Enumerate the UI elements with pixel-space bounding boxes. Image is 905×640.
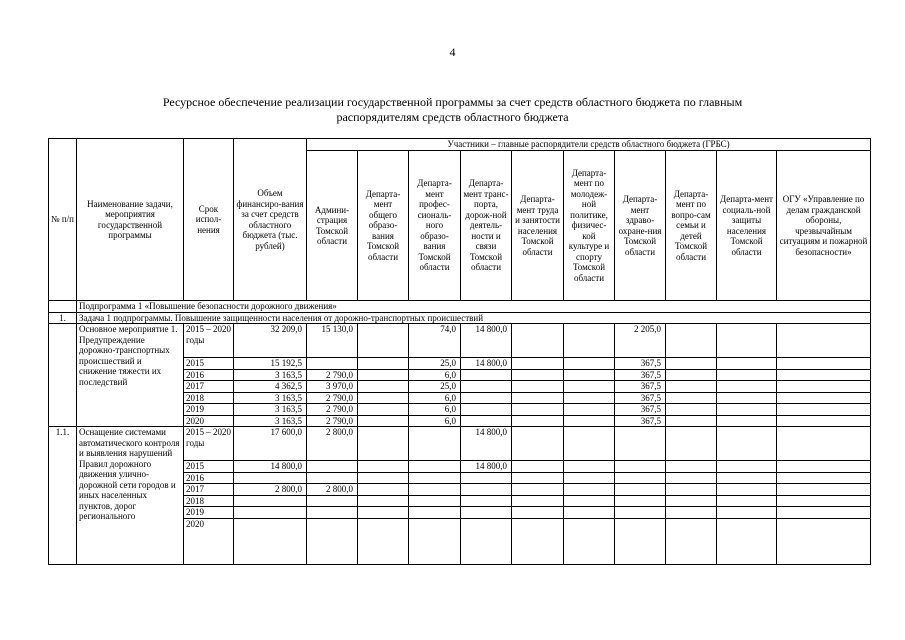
volume-cell: 17 600,0	[234, 427, 307, 461]
header-col-health: Департа-мент здраво-охране-ния Томской области	[615, 151, 666, 301]
volume-cell: 15 192,5	[234, 358, 307, 370]
block1-name: Основное мероприятие 1. Предупреждение дорожно-транспортных происшествий и снижение тяжести их последствий	[77, 324, 184, 427]
subprogram-row: Подпрограмма 1 «Повышение безопасности дорожного движения»	[77, 301, 871, 313]
header-term: Срок испол-нения	[184, 139, 234, 301]
transport-cell	[461, 404, 512, 416]
volume-cell: 14 800,0	[234, 461, 307, 473]
prof-cell: 6,0	[409, 415, 461, 427]
adm-cell: 2 790,0	[307, 392, 358, 404]
prof-cell: 6,0	[409, 404, 461, 416]
adm-cell	[307, 518, 358, 564]
volume-cell: 3 163,5	[234, 415, 307, 427]
transport-cell: 14 800,0	[461, 427, 512, 461]
volume-cell: 4 362,5	[234, 381, 307, 393]
term-cell: 2016	[184, 472, 234, 484]
adm-cell: 2 800,0	[307, 427, 358, 461]
adm-cell	[307, 358, 358, 370]
title-line-2: распорядителям средств областного бюджета	[336, 110, 569, 124]
prof-cell	[409, 472, 461, 484]
adm-cell: 15 130,0	[307, 324, 358, 358]
adm-cell	[307, 472, 358, 484]
header-col-family: Департа-мент по вопро-сам семьи и детей Томской области	[666, 151, 717, 301]
transport-cell: 14 800,0	[461, 461, 512, 473]
term-cell: 2020	[184, 415, 234, 427]
health-cell	[615, 507, 666, 519]
prof-cell	[409, 518, 461, 564]
term-cell: 2019	[184, 507, 234, 519]
block2-num: 1.1.	[49, 427, 77, 565]
prof-cell	[409, 427, 461, 461]
volume-cell	[234, 518, 307, 564]
transport-cell	[461, 381, 512, 393]
health-cell: 367,5	[615, 358, 666, 370]
transport-cell	[461, 369, 512, 381]
prof-cell: 25,0	[409, 381, 461, 393]
adm-cell	[307, 507, 358, 519]
header-name: Наименование задачи, мероприятия государственной программы	[77, 139, 184, 301]
volume-cell: 3 163,5	[234, 392, 307, 404]
budget-table	[48, 138, 871, 565]
prof-cell: 74,0	[409, 324, 461, 358]
health-cell	[615, 484, 666, 496]
task-row: Задача 1 подпрограммы. Повышение защищенности населения от дорожно-транспортных происшествий	[77, 312, 871, 324]
header-col-social: Департа-мент социаль-ной защиты населения Томской области	[717, 151, 777, 301]
transport-cell	[461, 392, 512, 404]
term-cell: 2018	[184, 392, 234, 404]
volume-cell	[234, 472, 307, 484]
transport-cell: 14 800,0	[461, 324, 512, 358]
adm-cell: 2 790,0	[307, 415, 358, 427]
health-cell	[615, 461, 666, 473]
health-cell: 367,5	[615, 381, 666, 393]
volume-cell: 2 800,0	[234, 484, 307, 496]
table-row	[49, 427, 871, 461]
health-cell	[615, 427, 666, 461]
table-row	[49, 324, 871, 358]
health-cell: 367,5	[615, 404, 666, 416]
term-cell: 2015	[184, 461, 234, 473]
adm-cell: 3 970,0	[307, 381, 358, 393]
prof-cell	[409, 461, 461, 473]
term-cell: 2020	[184, 518, 234, 564]
prof-cell	[409, 484, 461, 496]
term-cell: 2017	[184, 381, 234, 393]
title-line-1: Ресурсное обеспечение реализации государственной программы за счет средств областного бюджета по главным	[162, 95, 743, 109]
prof-cell: 25,0	[409, 358, 461, 370]
adm-cell: 2 790,0	[307, 369, 358, 381]
term-cell: 2015	[184, 358, 234, 370]
prof-cell	[409, 495, 461, 507]
adm-cell: 2 790,0	[307, 404, 358, 416]
transport-cell	[461, 472, 512, 484]
header-col-prof-edu: Департа-мент профес-сиональ-ного образо-вания Томской области	[409, 151, 461, 301]
volume-cell	[234, 495, 307, 507]
health-cell: 2 205,0	[615, 324, 666, 358]
transport-cell	[461, 507, 512, 519]
term-cell: 2015 – 2020 годы	[184, 324, 234, 358]
header-participants: Участники – главные распорядители средств областного бюджета (ГРБС)	[307, 139, 871, 151]
health-cell	[615, 472, 666, 484]
volume-cell: 3 163,5	[234, 404, 307, 416]
transport-cell	[461, 415, 512, 427]
transport-cell	[461, 518, 512, 564]
term-cell: 2016	[184, 369, 234, 381]
health-cell: 367,5	[615, 415, 666, 427]
volume-cell: 3 163,5	[234, 369, 307, 381]
header-col-adm: Админи-страция Томской области	[307, 151, 358, 301]
term-cell: 2015 – 2020 годы	[184, 427, 234, 461]
term-cell: 2019	[184, 404, 234, 416]
prof-cell: 6,0	[409, 392, 461, 404]
health-cell	[615, 495, 666, 507]
header-col-labor: Департа-мент труда и занятости населения Томской области	[512, 151, 564, 301]
transport-cell	[461, 484, 512, 496]
header-col-ogu: ОГУ «Управление по делам гражданской обороны, чрезвычайным ситуациям и пожарной безопасности»	[777, 151, 871, 301]
block2-name: Оснащение системами автоматического контроля и выявления нарушений Правил дорожного движения улично-дорожной сети городов и иных населенных пунктов, дорог регионального	[77, 427, 184, 565]
volume-cell	[234, 507, 307, 519]
page-number: 4	[449, 45, 456, 59]
prof-cell	[409, 507, 461, 519]
adm-cell	[307, 495, 358, 507]
adm-cell: 2 800,0	[307, 484, 358, 496]
header-volume: Объем финансиро-вания за счет средств областного бюджета (тыс. рублей)	[234, 139, 307, 301]
header-num: № п/п	[49, 139, 77, 301]
term-cell: 2017	[184, 484, 234, 496]
adm-cell	[307, 461, 358, 473]
task-num: 1.	[49, 312, 77, 324]
header-col-youth: Департа-мент по молодеж-ной политике, физичес-кой культуре и спорту Томской области	[564, 151, 615, 301]
header-col-general-edu: Департа-мент общего образо-вания Томской области	[358, 151, 409, 301]
volume-cell: 32 209,0	[234, 324, 307, 358]
transport-cell: 14 800,0	[461, 358, 512, 370]
page-title	[60, 95, 845, 125]
transport-cell	[461, 495, 512, 507]
health-cell	[615, 518, 666, 564]
health-cell: 367,5	[615, 369, 666, 381]
block1-num	[49, 324, 77, 427]
header-col-transport: Департа-мент транс-порта, дорож-ной деятель-ности и связи Томской области	[461, 151, 512, 301]
health-cell: 367,5	[615, 392, 666, 404]
prof-cell: 6,0	[409, 369, 461, 381]
term-cell: 2018	[184, 495, 234, 507]
